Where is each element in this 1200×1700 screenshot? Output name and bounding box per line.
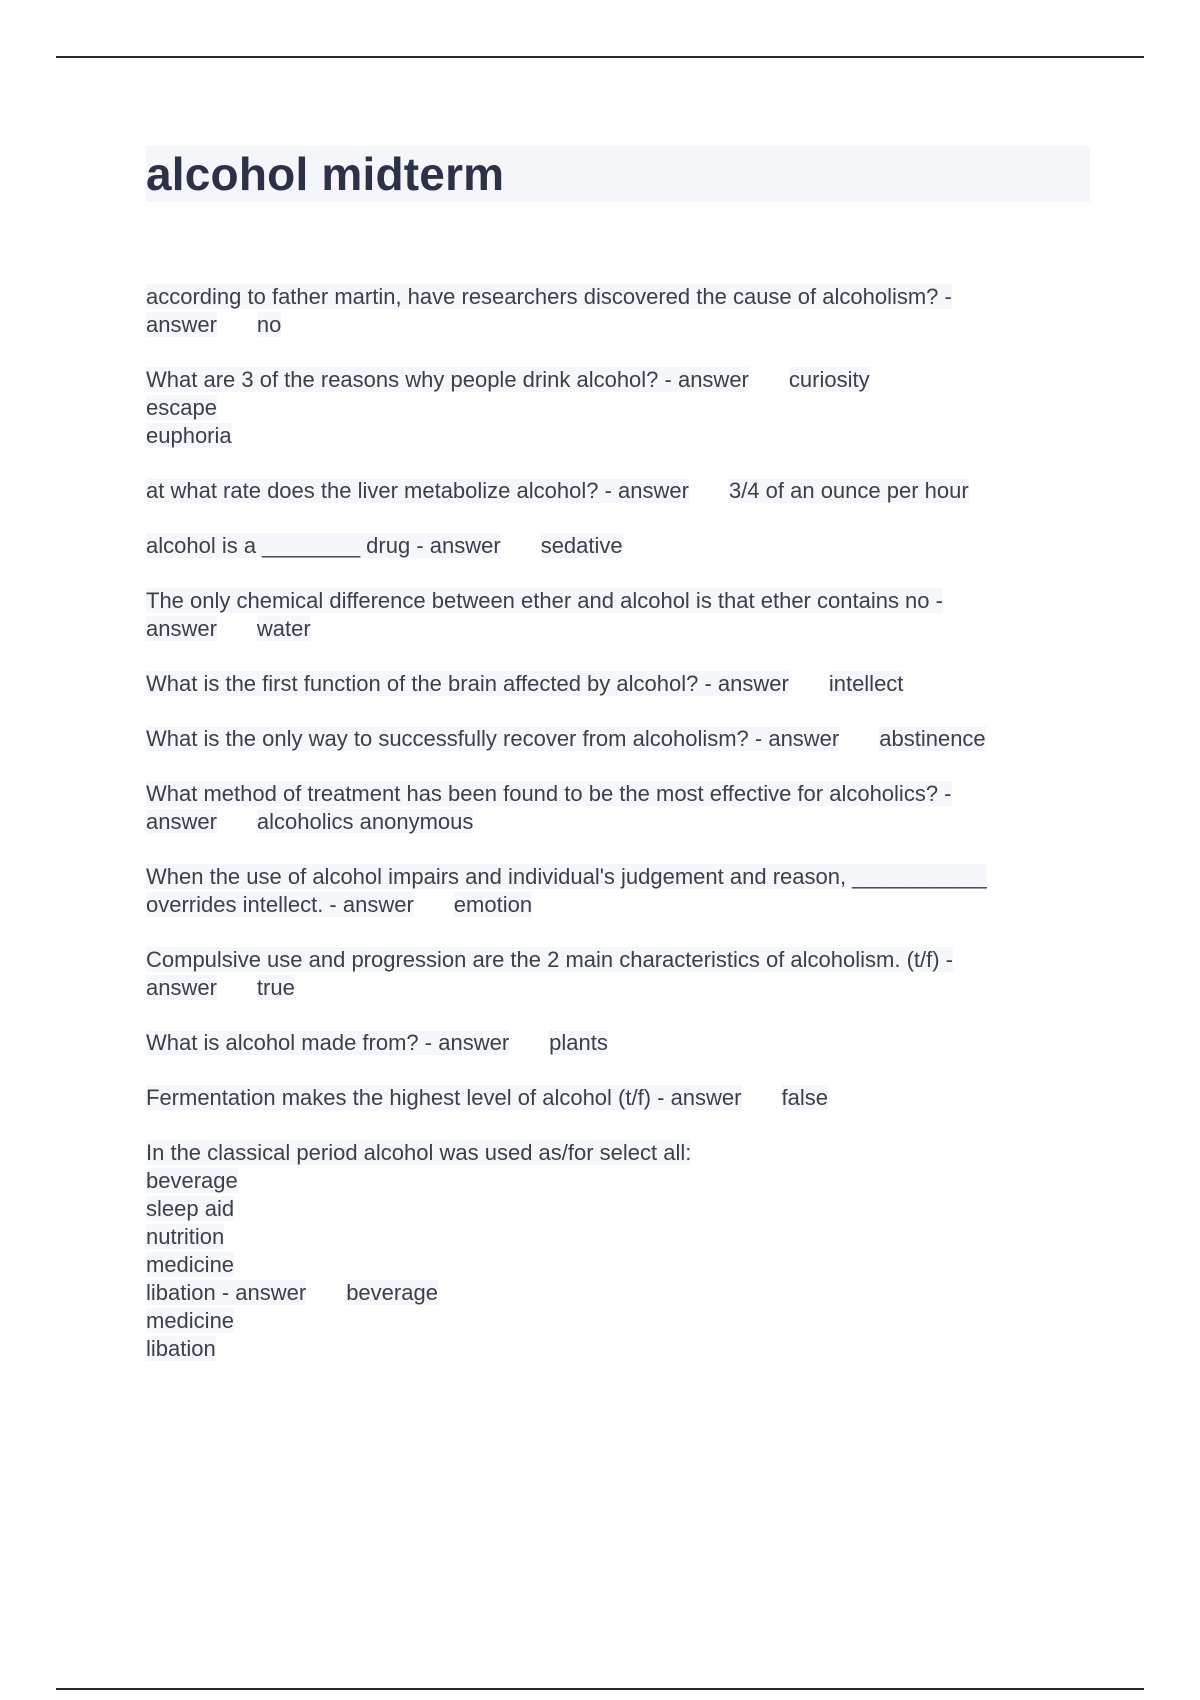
qa-line xyxy=(146,1139,1066,1167)
question-text: Compulsive use and progression are the 2 main characteristics of alcoholism. (t/f) - xyxy=(146,947,954,972)
answer-text: plants xyxy=(549,1030,608,1055)
answer-text: water xyxy=(256,616,311,641)
answer-text: emotion xyxy=(453,892,533,917)
question-text: beverage xyxy=(146,1168,238,1193)
question-text: sleep aid xyxy=(146,1196,235,1221)
top-rule xyxy=(56,56,1144,58)
question-text: Fermentation makes the highest level of alcohol (t/f) - answer xyxy=(146,1085,742,1110)
qa-item xyxy=(146,532,1066,560)
qa-line xyxy=(146,863,1066,891)
answer-text: medicine xyxy=(146,1308,235,1333)
question-text: answer xyxy=(146,312,217,337)
answer-text: libation xyxy=(146,1336,216,1361)
question-text: at what rate does the liver metabolize alcohol? - answer xyxy=(146,478,689,503)
qa-line xyxy=(146,780,1066,808)
qa-item xyxy=(146,863,1066,919)
question-text: according to father martin, have researchers discovered the cause of alcoholism? - xyxy=(146,284,952,309)
answer-text: euphoria xyxy=(146,423,232,448)
question-text: When the use of alcohol impairs and individual's judgement and reason, ___________ xyxy=(146,864,987,889)
question-text: nutrition xyxy=(146,1224,225,1249)
answer-text: 3/4 of an ounce per hour xyxy=(728,478,969,503)
question-text: alcohol is a ________ drug - answer xyxy=(146,533,501,558)
qa-item xyxy=(146,725,1066,753)
qa-line xyxy=(146,1167,1066,1195)
answer-text: sedative xyxy=(540,533,623,558)
question-text: medicine xyxy=(146,1252,235,1277)
question-text: What is the only way to successfully recover from alcoholism? - answer xyxy=(146,726,840,751)
question-text: libation - answer xyxy=(146,1280,307,1305)
qa-line xyxy=(146,670,1066,698)
qa-line xyxy=(146,283,1066,311)
qa-line xyxy=(146,615,1066,643)
answer-line xyxy=(146,394,1066,422)
bottom-rule xyxy=(56,1688,1144,1690)
qa-line xyxy=(146,1251,1066,1279)
answer-line xyxy=(146,1307,1066,1335)
qa-line xyxy=(146,946,1066,974)
answer-text: true xyxy=(256,975,295,1000)
question-text: The only chemical difference between ether and alcohol is that ether contains no - xyxy=(146,588,943,613)
question-text: What is the first function of the brain affected by alcohol? - answer xyxy=(146,671,789,696)
document-title: alcohol midterm xyxy=(146,148,505,200)
question-text: In the classical period alcohol was used as/for select all: xyxy=(146,1140,692,1165)
qa-line xyxy=(146,1029,1066,1057)
qa-line xyxy=(146,1195,1066,1223)
qa-line xyxy=(146,311,1066,339)
question-text: answer xyxy=(146,809,217,834)
answer-text: alcoholics anonymous xyxy=(256,809,474,834)
qa-line xyxy=(146,1223,1066,1251)
qa-line xyxy=(146,808,1066,836)
qa-item xyxy=(146,780,1066,836)
answer-text: intellect xyxy=(828,671,904,696)
qa-line xyxy=(146,477,1066,505)
answer-text: false xyxy=(781,1085,828,1110)
qa-line xyxy=(146,725,1066,753)
question-text: What method of treatment has been found to be the most effective for alcoholics? - xyxy=(146,781,952,806)
answer-line xyxy=(146,422,1066,450)
question-text: What is alcohol made from? - answer xyxy=(146,1030,510,1055)
qa-line xyxy=(146,1084,1066,1112)
answer-text: curiosity xyxy=(788,367,870,392)
qa-list xyxy=(146,283,1066,1390)
qa-line xyxy=(146,532,1066,560)
qa-line xyxy=(146,1279,1066,1307)
qa-line xyxy=(146,974,1066,1002)
question-text: answer xyxy=(146,975,217,1000)
question-text: answer xyxy=(146,616,217,641)
qa-item xyxy=(146,1139,1066,1363)
answer-text: no xyxy=(256,312,282,337)
question-text: What are 3 of the reasons why people drink alcohol? - answer xyxy=(146,367,749,392)
question-text: overrides intellect. - answer xyxy=(146,892,414,917)
qa-item xyxy=(146,283,1066,339)
qa-item xyxy=(146,1084,1066,1112)
qa-line xyxy=(146,891,1066,919)
answer-text: abstinence xyxy=(879,726,986,751)
qa-line xyxy=(146,366,1066,394)
qa-item xyxy=(146,366,1066,450)
answer-text: escape xyxy=(146,395,217,420)
qa-item xyxy=(146,477,1066,505)
qa-item xyxy=(146,946,1066,1002)
qa-line xyxy=(146,587,1066,615)
qa-item xyxy=(146,1029,1066,1057)
qa-item xyxy=(146,587,1066,643)
answer-text: beverage xyxy=(346,1280,438,1305)
qa-item xyxy=(146,670,1066,698)
answer-line xyxy=(146,1335,1066,1363)
